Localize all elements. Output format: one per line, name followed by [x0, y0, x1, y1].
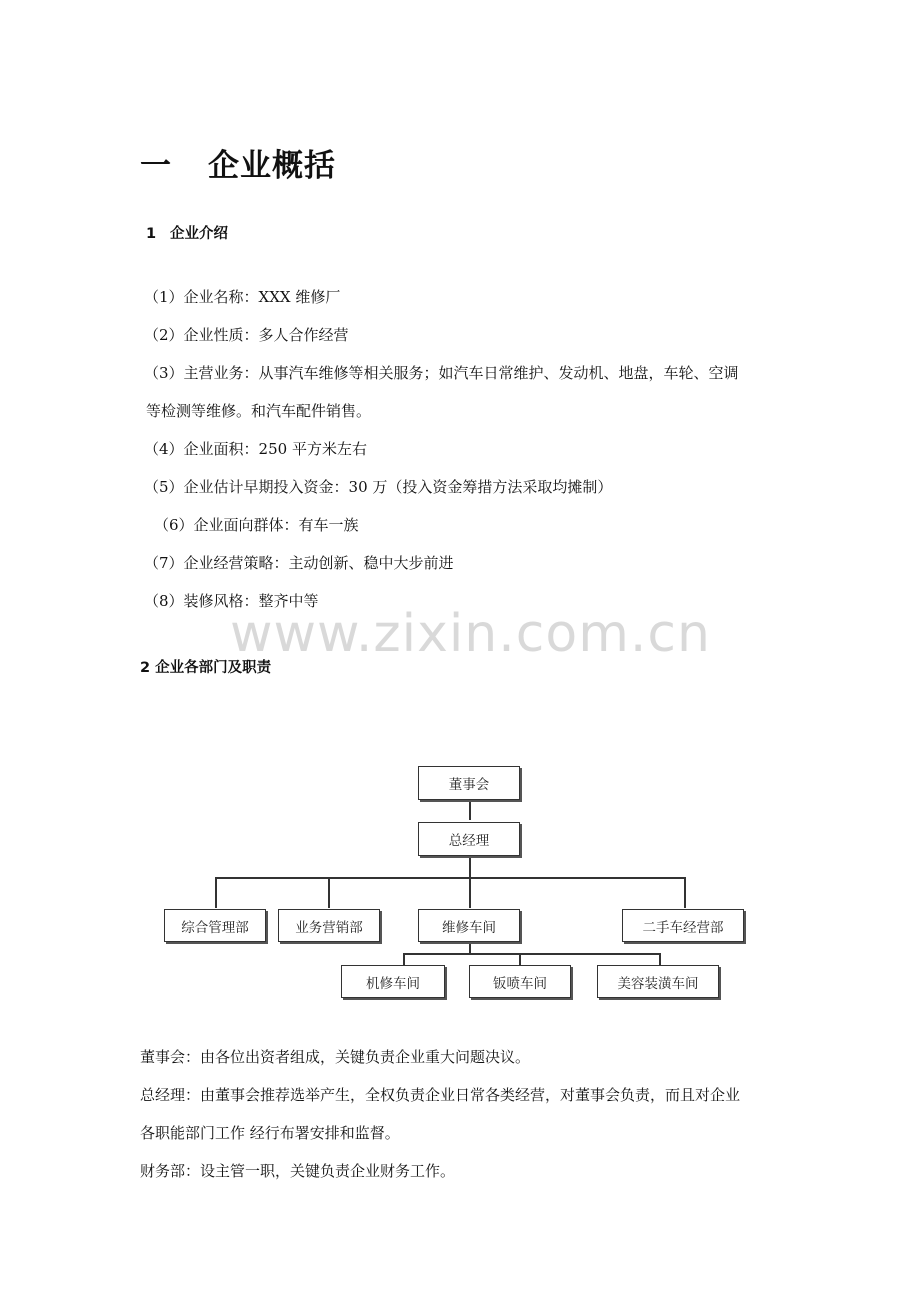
intro-item-decoration: （8）装修风格：整齐中等 — [144, 592, 319, 610]
section1-number: 1 — [146, 226, 157, 242]
section1-title: 企业介绍 — [170, 226, 228, 242]
org-box-gm: 总经理 — [418, 822, 520, 856]
connector-dept-bus — [215, 877, 686, 879]
org-box-board: 董事会 — [418, 766, 520, 800]
org-box-beauty: 美容装潢车间 — [597, 965, 719, 998]
section1-heading — [146, 222, 228, 243]
connector-workshop-2 — [519, 953, 521, 965]
connector-workshop-trunk — [469, 942, 471, 954]
intro-item-area: （4）企业面积：250 平方米左右 — [144, 440, 367, 458]
intro-item-strategy: （7）企业经营策略：主动创新、稳中大步前进 — [144, 554, 454, 572]
desc-gm: 总经理：由董事会推荐选举产生，全权负责企业日常各类经营，对董事会负责，而且对企业 — [140, 1086, 741, 1104]
desc-board: 董事会：由各位出资者组成，关键负责企业重大问题决议。 — [140, 1048, 531, 1066]
connector-dept-1 — [215, 877, 217, 908]
connector-gm-trunk — [469, 856, 471, 908]
intro-item-investment: （5）企业估计早期投入资金：30 万（投入资金筹措方法采取均摊制） — [144, 478, 613, 496]
desc-finance: 财务部：设主管一职，关键负责企业财务工作。 — [140, 1162, 456, 1180]
connector-workshop-3 — [659, 953, 661, 965]
org-box-marketing: 业务营销部 — [278, 909, 380, 942]
intro-item-business-cont: 等检测等维修。和汽车配件销售。 — [146, 402, 372, 420]
intro-item-nature: （2）企业性质：多人合作经营 — [144, 326, 349, 344]
section2-heading: 2 企业各部门及职责 — [140, 660, 272, 676]
org-box-repair: 维修车间 — [418, 909, 520, 942]
org-box-used-car: 二手车经营部 — [622, 909, 744, 942]
org-box-mechanical: 机修车间 — [341, 965, 445, 998]
main-heading — [140, 140, 336, 185]
main-heading-number: 一 — [140, 148, 172, 184]
desc-gm-cont: 各职能部门工作 经行布署安排和监督。 — [140, 1124, 400, 1142]
connector-dept-4 — [684, 877, 686, 908]
connector-workshop-bus — [403, 953, 660, 955]
connector-workshop-1 — [403, 953, 405, 965]
main-heading-title: 企业概括 — [208, 148, 336, 184]
org-box-admin: 综合管理部 — [164, 909, 266, 942]
org-box-body-paint: 钣喷车间 — [469, 965, 571, 998]
connector-dept-2 — [328, 877, 330, 908]
watermark: www.zixin.com.cn — [230, 604, 711, 664]
intro-item-business: （3）主营业务：从事汽车维修等相关服务；如汽车日常维护、发动机、地盘，车轮、空调 — [144, 364, 739, 382]
connector-board-gm — [469, 800, 471, 820]
intro-item-target-group: （6）企业面向群体：有车一族 — [154, 516, 359, 534]
intro-item-name: （1）企业名称：XXX 维修厂 — [144, 288, 341, 306]
